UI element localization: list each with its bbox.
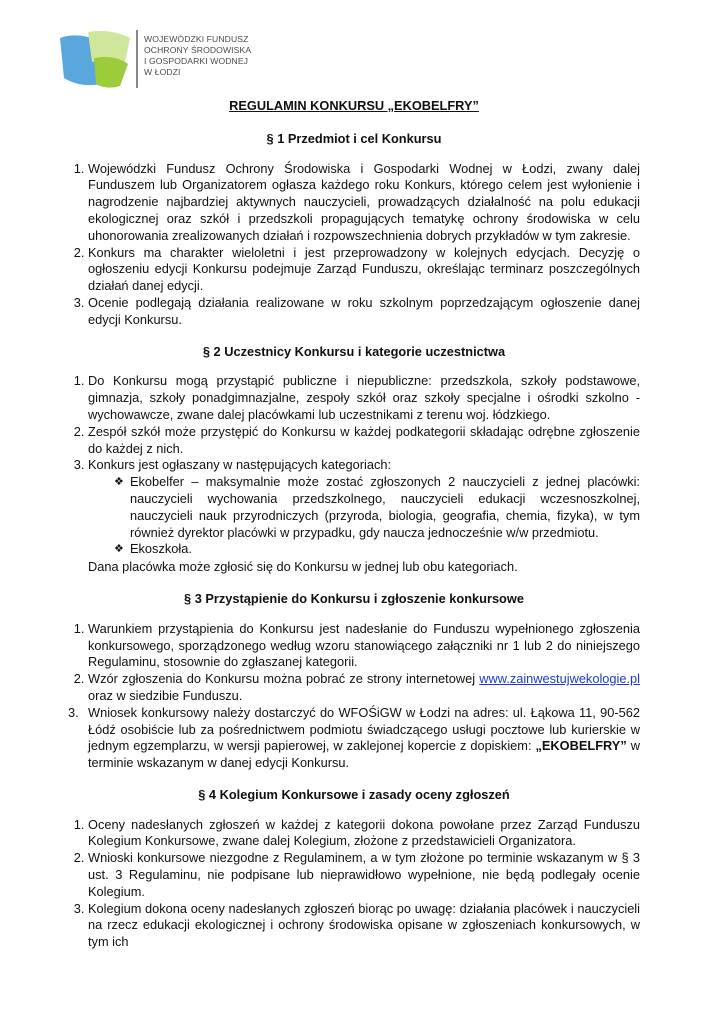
category-item	[114, 541, 640, 558]
section-1-title: § 1 Przedmiot i cel Konkursu	[266, 130, 442, 146]
category-text: Ekobelfer – maksymalnie może zostać zgłoszonych 2 nauczycieli z jednej placówki: nauczycieli wychowania przedszkolnego, nauczycieli edukacji wczesnoszkolnej, nauczycieli nauk przyrodniczych (przyroda, biologia, geografia, chemia, fizyka), w tym również dyrektor placówki w przypadku, gdy naucza jednocześnie w/w przedmiotu.	[130, 474, 640, 540]
category-list	[68, 474, 640, 558]
logo-line: WOJEWÓDZKI FUNDUSZ	[144, 34, 249, 44]
logo-line: OCHRONY ŚRODOWISKA	[144, 45, 252, 55]
keyword-ekobelfry: „EKOBELFRY”	[535, 738, 627, 754]
document-body	[68, 98, 640, 951]
diamond-bullet-icon: ❖	[114, 543, 124, 556]
logo-mark-icon	[58, 28, 134, 90]
list-item-text: w terminie wskazanym w danej edycji Konkursu.	[88, 738, 640, 771]
list-item-number: 3.	[68, 704, 79, 720]
section-3-title: § 3 Przystąpienie do Konkursu i zgłoszenie konkursowe	[184, 590, 524, 606]
logo-divider	[136, 30, 138, 88]
list-item	[68, 705, 640, 772]
section-3-list	[68, 621, 640, 705]
list-item: 3. Ocenie podlegają działania realizowane w roku szkolnym poprzedzającym ogłoszenie danej edycji Konkursu.	[88, 295, 640, 329]
list-item: 2. Wnioski konkursowe niezgodne z Regulaminem, a w tym złożone po terminie wskazanym w § 3 ust. 3 Regulaminu, nie podpisane lub nieprawidłowo wypełnione, nie będą podlegały ocenie Kolegium.	[88, 850, 640, 900]
list-item-text: Wniosek konkursowy należy dostarczyć do WFOŚiGW w Łodzi na adres: ul. Łąkowa 11, 90-562 Łódź osobiście lub za pośrednictwem podmiotu świadczącego usługi pocztowe lub kurierskie w jednym egzemplarzu, w wersji papierowej, w zaklejonej kopercie z dopiskiem:	[88, 704, 640, 754]
document-title: REGULAMIN KONKURSU „EKOBELFRY”	[229, 98, 479, 113]
section-1-list	[68, 161, 640, 329]
list-item: 1. Warunkiem przystąpienia do Konkursu jest nadesłanie do Funduszu wypełnionego zgłoszenia konkursowego, sporządzonego według wzoru stanowiącego załączniki nr 1 lub 2 do niniejszego Regulaminu, stosownie do zgłaszanej kategorii.	[88, 621, 640, 671]
list-item: 1. Do Konkursu mogą przystąpić publiczne i niepubliczne: przedszkola, szkoły podstawowe, gimnazja, szkoły ponadgimnazjalne, zespoły szkół oraz szkoły specjalne i ośrodki szkolno - wychowawcze, zwane dalej placówkami lub uczestnikami z terenu woj. łódzkiego.	[88, 373, 640, 423]
category-item	[114, 474, 640, 541]
list-item	[88, 457, 640, 474]
list-item: 3. Kolegium dokona oceny nadesłanych zgłoszeń biorąc po uwagę: działania placówek i nauczycieli na rzecz edukacji ekologicznej i ochrony środowiska opisane w zgłoszeniach konkursowych, w tym ich	[88, 901, 640, 951]
list-item	[88, 671, 640, 705]
section-2-note: Dana placówka może zgłosić się do Konkursu w jednej lub obu kategoriach.	[88, 559, 518, 575]
logo-line: I GOSPODARKI WODNEJ	[144, 56, 249, 66]
logo-line: W ŁODZI	[144, 67, 181, 77]
section-4-list	[68, 817, 640, 951]
logo-org-name	[144, 34, 274, 78]
list-item-text: Wzór zgłoszenia do Konkursu można pobrać ze strony internetowej	[88, 671, 480, 687]
section-2-list	[68, 373, 640, 474]
list-item: 2. Zespół szkół może przystępić do Konkursu w każdej podkategorii składając odrębne zgłoszenie do każdej z nich.	[88, 424, 640, 458]
website-link[interactable]: www.zainwestujwekologie.pl	[479, 671, 640, 687]
list-item: 2. Konkurs ma charakter wieloletni i jest przeprowadzony w kolejnych edycjach. Decyzję o ogłoszeniu edycji Konkursu podejmuje Zarząd Funduszu, określając terminarz poszczególnych działań danej edycji.	[88, 245, 640, 295]
list-item-text: oraz w siedzibie Funduszu.	[88, 687, 243, 703]
logo-green-shape	[94, 57, 128, 88]
list-item-text: Konkurs jest ogłaszany w następujących kategoriach:	[88, 457, 392, 473]
wfosigw-logo	[58, 28, 268, 92]
list-item: 1. Oceny nadesłanych zgłoszeń w każdej z kategorii dokona powołane przez Zarząd Funduszu Kolegium Konkursowe, zwane dalej Kolegium, złożone z przedstawicieli Organizatora.	[88, 817, 640, 851]
list-item: 1. Wojewódzki Fundusz Ochrony Środowiska i Gospodarki Wodnej w Łodzi, zwany dalej Funduszem lub Organizatorem ogłasza każdego roku Konkurs, którego celem jest wyłonienie i nagrodzenie najbardziej aktywnych nauczycieli, prowadzących działalność na polu edukacji ekologicznej oraz szkół i przedszkoli propagujących tematykę ochrony środowiska w celu uhonorowania zrealizowanych działań i rozpowszechnienia dobrych przykładów w tym zakresie.	[88, 161, 640, 245]
section-2-title: § 2 Uczestnicy Konkursu i kategorie uczestnictwa	[202, 343, 506, 359]
section-4-title: § 4 Kolegium Konkursowe i zasady oceny zgłoszeń	[198, 786, 510, 802]
diamond-bullet-icon: ❖	[114, 476, 124, 489]
category-text: Ekoszkoła.	[130, 541, 192, 557]
